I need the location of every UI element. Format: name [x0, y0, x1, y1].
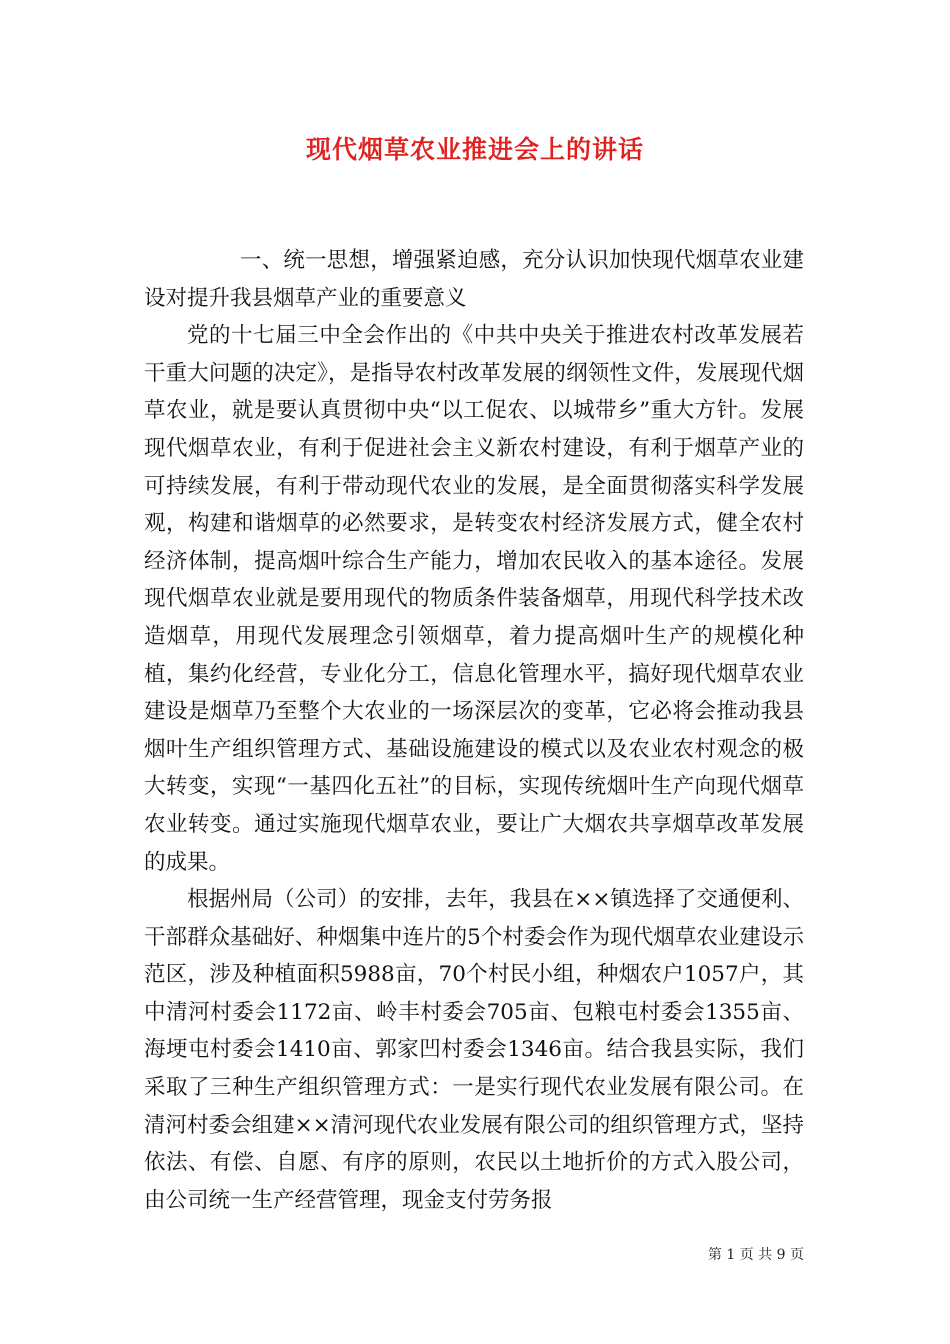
page-number-footer: 第 1 页 共 9 页	[707, 1247, 804, 1263]
paragraph-1: 党的十七届三中全会作出的《中共中央关于推进农村改革发展若干重大问题的决定》，是指导农村改革发展的纲领性文件，发展现代烟草农业，就是要认真贯彻中央“以工促农、以城带乡”重大方针。发展现代烟草农业，有利于促进社会主义新农村建设，有利于烟草产业的可持续发展，有利于带动现代农业的发展，是全面贯彻落实科学发展观，构建和谐烟草的必然要求，是转变农村经济发展方式，健全农村经济体制，提高烟叶综合生产能力，增加农民收入的基本途径。发展现代烟草农业就是要用现代的物质条件装备烟草，用现代科学技术改造烟草，用现代发展理念引领烟草，着力提高烟叶生产的规模化种植，集约化经营，专业化分工，信息化管理水平，搞好现代烟草农业建设是烟草乃至整个大农业的一场深层次的变革，它必将会推动我县烟叶生产组织管理方式、基础设施建设的模式以及农业农村观念的极大转变，实现“一基四化五社”的目标，实现传统烟叶生产向现代烟草农业转变。通过实施现代烟草农业，要让广大烟农共享烟草改革发展的成果。	[144, 323, 804, 875]
document-title: 现代烟草农业推进会上的讲话	[305, 135, 644, 164]
paragraph-2: 根据州局（公司）的安排，去年，我县在××镇选择了交通便利、干部群众基础好、种烟集中连片的5个村委会作为现代烟草农业建设示范区，涉及种植面积5988亩，70个村民小组，种烟农户1057户，其中清河村委会1172亩、岭丰村委会705亩、包粮屯村委会1355亩、海埂屯村委会1410亩、郭家凹村委会1346亩。结合我县实际，我们采取了三种生产组织管理方式：一是实行现代农业发展有限公司。在清河村委会组建××清河现代农业发展有限公司的组织管理方式，坚持依法、有偿、自愿、有序的原则，农民以土地折价的方式入股公司，由公司统一生产经营管理，现金支付劳务报	[144, 887, 804, 1213]
document-body	[144, 242, 804, 1219]
section-heading: 一、统一思想，增强紧迫感，充分认识加快现代烟草农业建设对提升我县烟草产业的重要意义	[144, 248, 804, 311]
